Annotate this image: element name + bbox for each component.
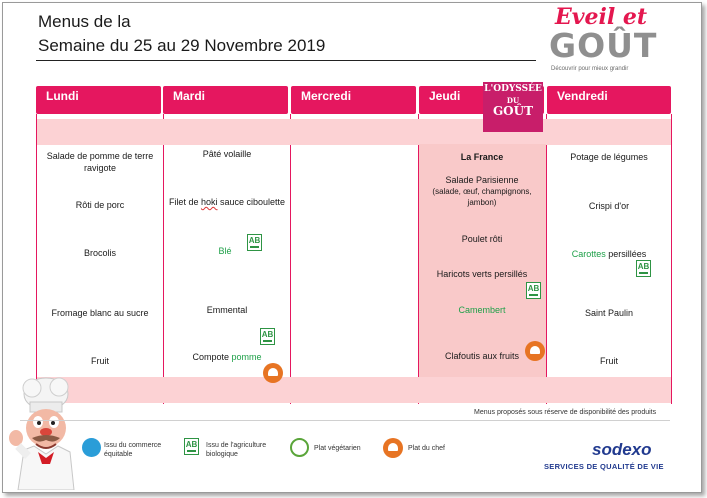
- vegetarian-icon: [290, 438, 309, 457]
- mardi-entree: Pâté volaille: [202, 149, 252, 159]
- title-line-2: Semaine du 25 au 29 Novembre 2019: [38, 36, 326, 55]
- lundi-accompagnement: Brocolis: [83, 248, 116, 258]
- vendredi-accomp-organic: Carottes: [571, 249, 606, 259]
- lundi-laitage: Fromage blanc au sucre: [51, 308, 149, 318]
- organic-ab-icon: [247, 234, 262, 251]
- column-divider: [163, 114, 164, 404]
- mardi-plat-part-2: hoki: [200, 197, 218, 207]
- odyssee-du-gout-badge: [483, 82, 543, 132]
- ab-mark: AB: [248, 236, 261, 245]
- mardi-dessert-organic: pomme: [231, 352, 262, 362]
- eveil-et-gout-logo: [549, 4, 669, 80]
- chef-icon: [263, 363, 283, 383]
- ab-mark: AB: [185, 440, 198, 449]
- top-band: [37, 119, 671, 145]
- bottom-band: [37, 377, 671, 403]
- legend-fair-trade-label: Issu du commerce équitable: [104, 442, 162, 458]
- sodexo-logo: sodexo: [592, 440, 652, 459]
- day-header-mardi: Mardi: [163, 86, 288, 114]
- day-header-lundi: Lundi: [36, 86, 161, 114]
- organic-ab-icon: [260, 328, 275, 345]
- mardi-accompagnement: Blé: [218, 246, 232, 256]
- column-divider: [290, 114, 291, 404]
- vendredi-laitage: Saint Paulin: [584, 308, 634, 318]
- sodexo-tagline: SERVICES DE QUALITÉ DE VIE: [544, 462, 664, 471]
- vendredi-plat: Crispi d'or: [588, 201, 630, 211]
- lundi-plat: Rôti de porc: [75, 200, 125, 210]
- mardi-plat-part-3: sauce ciboulette: [220, 197, 286, 207]
- logo-text-bottom: GOÛT: [549, 26, 658, 65]
- legend-divider: [20, 420, 670, 421]
- ab-mark: AB: [527, 284, 540, 293]
- title-line-1: Menus de la: [38, 12, 131, 31]
- day-header-jeudi: Jeudi: [419, 86, 544, 114]
- chef-icon: [525, 341, 545, 361]
- jeudi-accompagnement: Haricots verts persillés: [436, 269, 528, 279]
- organic-ab-icon: [184, 438, 199, 455]
- mardi-dessert: [166, 351, 288, 363]
- jeudi-plat: Poulet rôti: [461, 234, 503, 244]
- vendredi-entree: Potage de légumes: [570, 152, 648, 162]
- organic-ab-icon: [526, 282, 541, 299]
- title-underline: [36, 60, 536, 61]
- mardi-plat-part-1: Filet de: [168, 197, 199, 207]
- logo-text-top: Eveil et: [555, 4, 648, 30]
- chef-icon: [383, 438, 403, 458]
- legend-organic-label: Issu de l'agriculture biologique: [206, 442, 267, 458]
- column-divider: [671, 114, 672, 404]
- legend-chef-label: Plat du chef: [408, 445, 445, 452]
- mardi-dessert-prefix: Compote: [192, 352, 229, 362]
- ab-mark: AB: [261, 330, 274, 339]
- legend-vegetarian-label: Plat végétarien: [314, 445, 361, 452]
- logo-tagline: Découvrir pour mieux grandir: [551, 66, 629, 72]
- jeudi-entree: Salade Parisienne: [445, 175, 519, 185]
- organic-ab-icon: [636, 260, 651, 277]
- jeudi-dessert: Clafoutis aux fruits: [444, 351, 520, 361]
- jeudi-entree-detail: (salade, œuf, champignons, jambon): [432, 187, 532, 207]
- availability-note: Menus proposés sous réserve de disponibilité des produits: [474, 409, 657, 416]
- ab-mark: AB: [637, 262, 650, 271]
- vendredi-accompagnement: [548, 248, 670, 260]
- day-header-mercredi: Mercredi: [291, 86, 416, 114]
- fair-trade-icon: [82, 438, 101, 457]
- lundi-entree: Salade de pomme de terre ravigote: [46, 151, 154, 173]
- jeudi-theme: La France: [460, 152, 504, 162]
- badge-line-1: L'ODYSSÉE: [484, 84, 542, 94]
- chef-mascot-illustration: [4, 372, 82, 490]
- badge-line-3: GOÛT: [492, 104, 534, 118]
- mardi-laitage: Emmental: [206, 305, 248, 315]
- column-divider: [36, 114, 37, 404]
- vendredi-accomp-rest: persillées: [608, 249, 647, 259]
- lundi-dessert: Fruit: [91, 356, 109, 366]
- vendredi-dessert: Fruit: [600, 356, 618, 366]
- jeudi-laitage: Camembert: [458, 305, 506, 315]
- day-header-vendredi: Vendredi: [547, 86, 671, 114]
- mardi-plat: [166, 196, 288, 208]
- badge-line-2: DU: [506, 96, 520, 105]
- column-divider: [546, 114, 547, 404]
